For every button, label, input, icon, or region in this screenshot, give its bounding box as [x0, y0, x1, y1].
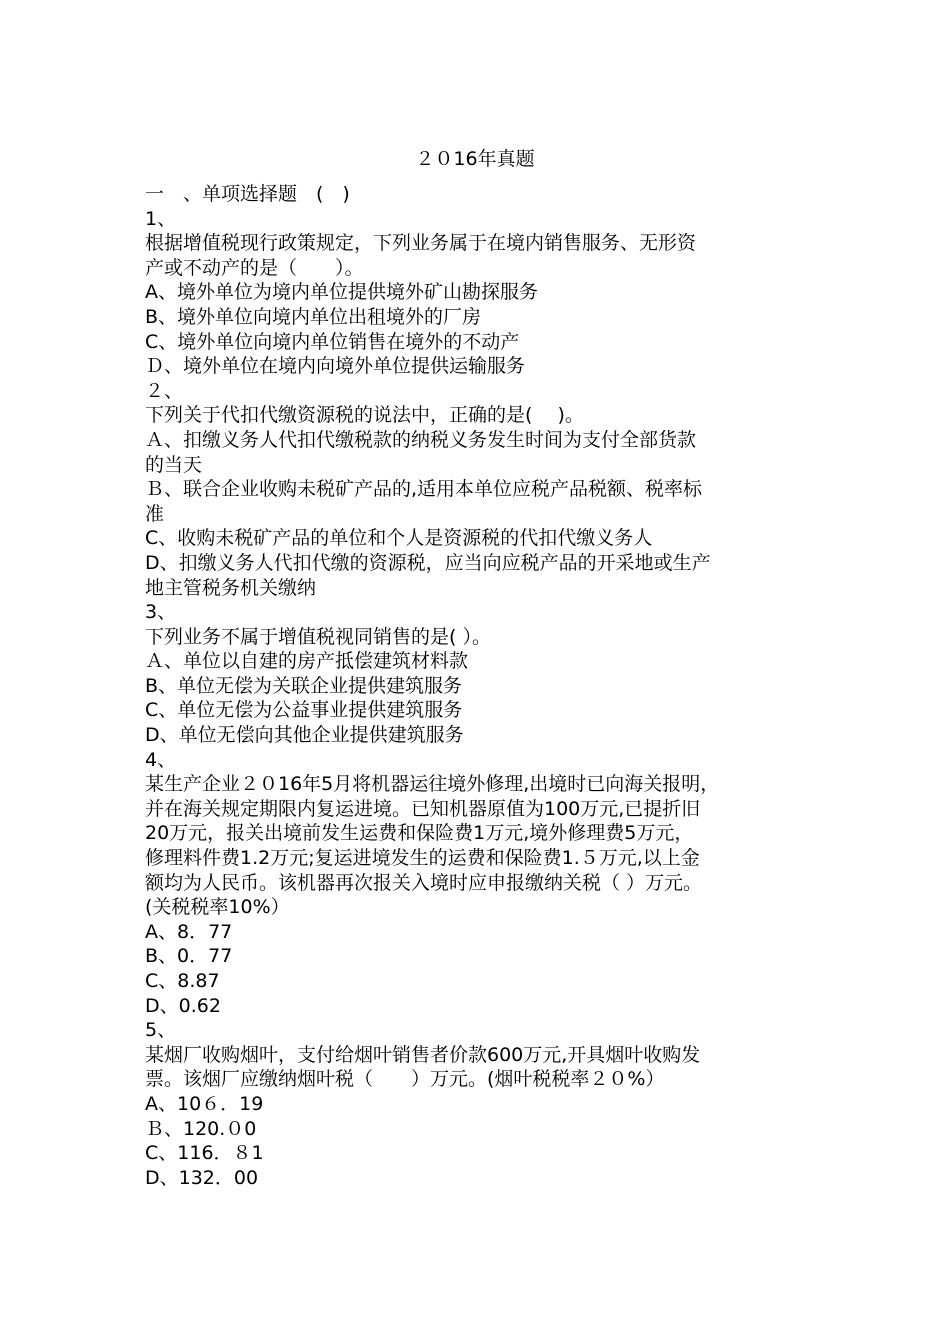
text-line: A、8．77 [145, 920, 233, 943]
text-line: C、单位无偿为公益事业提供建筑服务 [145, 699, 463, 722]
text-line: C、收购未税矿产品的单位和个人是资源税的代扣代缴义务人 [145, 527, 653, 550]
text-line: 地主管税务机关缴纳 [145, 576, 317, 599]
text-line: 3、 [145, 601, 177, 624]
text-line: B、0．77 [145, 945, 233, 968]
text-line: A、10６．19 [145, 1092, 264, 1115]
page-title: ２０16年真题 [415, 148, 535, 170]
text-line: 根据增值税现行政策规定，下列业务属于在境内销售服务、无形资 [145, 232, 697, 255]
text-line: 某烟厂收购烟叶，支付给烟叶销售者价款600万元,开具烟叶收购发 [145, 1043, 701, 1066]
text-line: Ａ、扣缴义务人代扣代缴税款的纳税义务发生时间为支付全部货款 [145, 428, 697, 451]
text-line: 的当天 [145, 453, 203, 476]
text-line: 准 [145, 502, 165, 525]
text-line: 一 、单项选择题 ( ) [145, 183, 350, 205]
text-line: A、境外单位为境内单位提供境外矿山勘探服务 [145, 281, 538, 304]
text-line: B、单位无偿为关联企业提供建筑服务 [145, 674, 463, 697]
text-line: C、境外单位向境内单位销售在境外的不动产 [145, 330, 520, 353]
text-line: Ａ、单位以自建的房产抵偿建筑材料款 [145, 650, 469, 673]
text-line: 某生产企业２０16年5月将机器运往境外修理,出境时已向海关报明， [145, 773, 720, 796]
text-line: 并在海关规定期限内复运进境。已知机器原值为100万元,已提折旧 [145, 797, 701, 820]
text-line: D、132．00 [145, 1166, 259, 1189]
text-line: 下列业务不属于增值税视同销售的是( ）。 [145, 625, 491, 648]
text-line: D、扣缴义务人代扣代缴的资源税，应当向应税产品的开采地或生产 [145, 551, 711, 574]
text-line: Ｄ、境外单位在境内向境外单位提供运输服务 [145, 355, 526, 378]
text-line: 5、 [145, 1019, 177, 1042]
text-line: 额均为人民币。该机器再次报关入境时应申报缴纳关税（ ）万元。 [145, 871, 703, 894]
text-line: Ｂ、120.０0 [145, 1117, 257, 1140]
text-line: Ｂ、联合企业收购未税矿产品的,适用本单位应税产品税额、税率标 [145, 478, 703, 501]
text-line: C、116．８1 [145, 1142, 264, 1165]
text-line: C、8.87 [145, 970, 220, 992]
text-line: 产或不动产的是（ ）。 [145, 256, 364, 279]
text-line: 1、 [145, 207, 177, 230]
text-line: 票。该烟厂应缴纳烟叶税（ ）万元。(烟叶税税率２０%） [145, 1068, 665, 1091]
text-line: 下列关于代扣代缴资源税的说法中，正确的是( )。 [145, 404, 584, 427]
document-body [145, 182, 815, 1190]
text-line: D、0.62 [145, 994, 221, 1017]
text-line: 20万元，报关出境前发生运费和保险费1万元,境外修理费5万元， [145, 822, 694, 845]
text-line: D、单位无偿向其他企业提供建筑服务 [145, 724, 464, 747]
text-line: ２、 [145, 379, 184, 402]
text-line: 修理料件费1.2万元;复运进境发生的运费和保险费1.５万元,以上金 [145, 847, 700, 870]
text-line: B、境外单位向境内单位出租境外的厂房 [145, 305, 482, 328]
text-line: (关税税率10%） [145, 896, 290, 919]
text-line: 4、 [145, 748, 177, 771]
